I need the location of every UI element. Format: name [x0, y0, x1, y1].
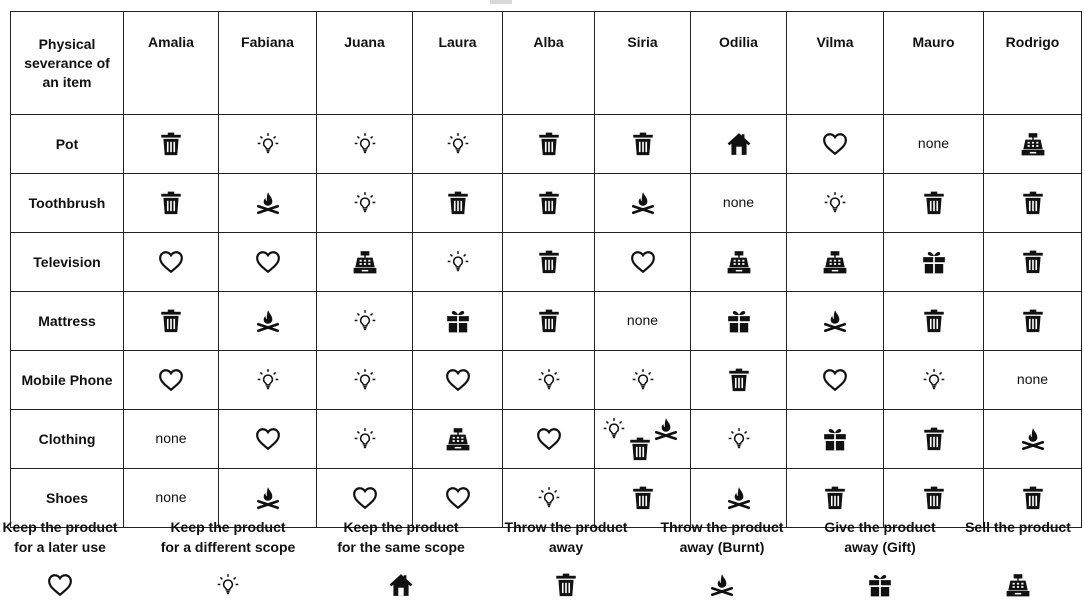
- bulb-icon: [822, 190, 848, 216]
- trash-icon: [822, 485, 848, 511]
- bulb-icon: [255, 131, 281, 157]
- bulb-icon: [352, 426, 378, 452]
- gift-icon: [867, 572, 893, 598]
- heart-icon: [630, 249, 656, 275]
- table-cell: [984, 410, 1082, 469]
- table-cell: [219, 292, 317, 351]
- table-cell: [691, 233, 787, 292]
- cell-content: [884, 292, 983, 350]
- heart-icon: [352, 485, 378, 511]
- table-cell: [124, 174, 219, 233]
- cell-content: [124, 115, 218, 173]
- table-cell: [884, 292, 984, 351]
- legend-item: [0, 517, 140, 557]
- column-header-alba: [503, 12, 595, 115]
- cell-content: [595, 115, 690, 173]
- trash-icon: [158, 190, 184, 216]
- cell-content: [787, 115, 883, 173]
- trash-icon: [921, 308, 947, 334]
- row-header: [11, 115, 124, 174]
- cell-content: [787, 233, 883, 291]
- register-icon: [1005, 572, 1031, 598]
- row-header: [11, 410, 124, 469]
- corner-header: [11, 12, 124, 115]
- gift-icon: [726, 308, 752, 334]
- corner-header-text: Physical severance of an item: [24, 35, 110, 90]
- header-row: [11, 12, 1082, 115]
- cell-content: [317, 233, 412, 291]
- cell-content: [884, 351, 983, 409]
- table-cell: [413, 174, 503, 233]
- trash-icon: [1020, 249, 1046, 275]
- cell-content: [787, 351, 883, 409]
- table-cell: [124, 292, 219, 351]
- legend-item: [148, 517, 308, 557]
- fire-icon: [255, 308, 281, 334]
- table-cell: [317, 174, 413, 233]
- row-header-label: Toothbrush: [28, 195, 106, 211]
- legend-label: Throw the product away (Burnt): [660, 519, 784, 555]
- table-cell: [317, 115, 413, 174]
- table-cell: [219, 115, 317, 174]
- cell-content: [984, 174, 1081, 232]
- table-cell: [503, 174, 595, 233]
- cell-content: [984, 410, 1081, 468]
- table-cell: [595, 233, 691, 292]
- table-cell: [317, 410, 413, 469]
- table-cell: [219, 351, 317, 410]
- column-header-label: Vilma: [816, 34, 854, 50]
- table-cell: [787, 174, 884, 233]
- cell-content: [691, 233, 786, 291]
- table-cell: [691, 410, 787, 469]
- cell-content: [219, 410, 316, 468]
- none-label: none: [155, 489, 187, 505]
- trash-icon: [553, 572, 579, 598]
- table-cell: [691, 351, 787, 410]
- cell-content: [984, 292, 1081, 350]
- row-header-label: Television: [33, 254, 101, 270]
- heart-icon: [158, 367, 184, 393]
- trash-icon: [627, 436, 653, 462]
- cell-content: [219, 174, 316, 232]
- table-cell: [219, 410, 317, 469]
- trash-icon: [630, 131, 656, 157]
- none-label: none: [1016, 371, 1049, 387]
- cell-content: [413, 292, 502, 350]
- heart-icon: [255, 426, 281, 452]
- legend-label: Sell the product: [965, 519, 1071, 535]
- column-header-label: Rodrigo: [1005, 34, 1060, 50]
- table-cell: [984, 115, 1082, 174]
- table-row: [11, 351, 1082, 410]
- legend-item: [321, 517, 481, 557]
- cell-content: [691, 351, 786, 409]
- table-cell: [124, 115, 219, 174]
- trash-icon: [158, 131, 184, 157]
- cell-content: [317, 410, 412, 468]
- row-header: [11, 351, 124, 410]
- table-cell: [884, 115, 984, 174]
- table-row: [11, 115, 1082, 174]
- cell-content: [503, 410, 594, 468]
- legend-item: [938, 517, 1084, 537]
- heart-icon: [445, 367, 471, 393]
- heart-icon: [158, 249, 184, 275]
- cell-content: [219, 115, 316, 173]
- column-header-label: Alba: [533, 34, 564, 50]
- table-cell: [787, 115, 884, 174]
- fire-icon: [255, 190, 281, 216]
- column-header-amalia: [124, 12, 219, 115]
- cell-content: [124, 351, 218, 409]
- column-header-label: Juana: [344, 34, 385, 50]
- trash-icon: [726, 367, 752, 393]
- cell-content: [317, 292, 412, 350]
- table-cell: [595, 174, 691, 233]
- trash-icon: [536, 190, 562, 216]
- legend: [0, 517, 1084, 603]
- register-icon: [445, 426, 471, 452]
- cell-content: [984, 233, 1081, 291]
- cell-content: [787, 292, 883, 350]
- trash-icon: [1020, 308, 1046, 334]
- cell-content: [595, 174, 690, 232]
- house-icon: [726, 131, 752, 157]
- table-cell: [984, 174, 1082, 233]
- table-row: [11, 410, 1082, 469]
- register-icon: [352, 249, 378, 275]
- cell-content: [124, 292, 218, 350]
- bulb-icon: [536, 367, 562, 393]
- column-header-juana: [317, 12, 413, 115]
- legend-item: [642, 517, 802, 557]
- bulb-icon: [255, 367, 281, 393]
- cell-content: [595, 410, 690, 468]
- legend-item: [800, 517, 960, 557]
- bulb-icon: [445, 131, 471, 157]
- cell-content: [787, 174, 883, 232]
- gift-icon: [445, 308, 471, 334]
- column-header-odilia: [691, 12, 787, 115]
- heart-icon: [536, 426, 562, 452]
- row-header: [11, 174, 124, 233]
- table-cell: [124, 233, 219, 292]
- table-cell: [413, 115, 503, 174]
- none-label: none: [626, 312, 659, 328]
- cell-content: [219, 351, 316, 409]
- trash-icon: [921, 190, 947, 216]
- cell-content: [317, 115, 412, 173]
- table-cell: [884, 174, 984, 233]
- table-cell: [413, 351, 503, 410]
- table-row: [11, 292, 1082, 351]
- row-header-label: Shoes: [45, 490, 88, 506]
- legend-label: Keep the product for the same scope: [337, 519, 465, 555]
- cell-content: [219, 233, 316, 291]
- table-cell: [317, 351, 413, 410]
- column-header-siria: [595, 12, 691, 115]
- cell-content: [413, 233, 502, 291]
- none-label: none: [722, 194, 755, 210]
- bulb-icon: [352, 131, 378, 157]
- bulb-icon: [630, 367, 656, 393]
- heart-icon: [255, 249, 281, 275]
- table-cell: [413, 292, 503, 351]
- cell-content: [595, 351, 690, 409]
- table-cell: [595, 410, 691, 469]
- register-icon: [822, 249, 848, 275]
- cell-content: [884, 410, 983, 468]
- table-cell: [413, 410, 503, 469]
- column-header-label: Amalia: [148, 34, 194, 50]
- table-cell: [595, 351, 691, 410]
- cell-content: [691, 115, 786, 173]
- legend-label: Keep the product for a later use: [2, 519, 118, 555]
- bulb-icon: [536, 485, 562, 511]
- cell-content: [984, 351, 1081, 409]
- table-row: [11, 233, 1082, 292]
- table-cell: [413, 233, 503, 292]
- table-cell: [595, 292, 691, 351]
- column-header-fabiana: [219, 12, 317, 115]
- cell-content: [884, 233, 983, 291]
- cell-content: [413, 174, 502, 232]
- register-icon: [726, 249, 752, 275]
- cell-content: [317, 351, 412, 409]
- table-cell: [787, 292, 884, 351]
- bulb-icon: [921, 367, 947, 393]
- trash-icon: [1020, 485, 1046, 511]
- column-header-mauro: [884, 12, 984, 115]
- bulb-icon: [445, 249, 471, 275]
- heart-icon: [822, 367, 848, 393]
- cell-content: [413, 351, 502, 409]
- cell-content: [691, 410, 786, 468]
- heart-icon: [822, 131, 848, 157]
- cell-content: [691, 174, 786, 232]
- legend-label: Give the product away (Gift): [824, 519, 936, 555]
- bulb-icon: [352, 367, 378, 393]
- cell-content: [503, 233, 594, 291]
- row-header: [11, 292, 124, 351]
- column-header-laura: [413, 12, 503, 115]
- trash-icon: [536, 308, 562, 334]
- cell-content: [595, 292, 690, 350]
- trash-icon: [921, 485, 947, 511]
- cell-content: [503, 174, 594, 232]
- trash-icon: [630, 485, 656, 511]
- column-header-rodrigo: [984, 12, 1082, 115]
- cell-content: [124, 233, 218, 291]
- cell-content: [413, 410, 502, 468]
- table-cell: [124, 410, 219, 469]
- table-cell: [787, 410, 884, 469]
- table-cell: [984, 292, 1082, 351]
- top-scroll-mark: [490, 0, 512, 4]
- none-label: none: [155, 430, 187, 446]
- table-cell: [691, 292, 787, 351]
- table-cell: [317, 233, 413, 292]
- none-label: none: [917, 135, 950, 151]
- table-cell: [787, 233, 884, 292]
- fire-icon: [653, 416, 679, 442]
- cell-content: [884, 174, 983, 232]
- cell-content: [503, 115, 594, 173]
- column-header-vilma: [787, 12, 884, 115]
- table-cell: [691, 174, 787, 233]
- column-header-label: Siria: [627, 34, 658, 50]
- heart-icon: [47, 572, 73, 598]
- cell-content: [691, 292, 786, 350]
- table-cell: [884, 410, 984, 469]
- trash-icon: [921, 426, 947, 452]
- row-header-label: Pot: [55, 136, 79, 152]
- table-cell: [503, 292, 595, 351]
- table-cell: [503, 115, 595, 174]
- bulb-icon: [726, 426, 752, 452]
- column-header-label: Mauro: [912, 34, 955, 50]
- fire-icon: [709, 572, 735, 598]
- table-cell: [984, 351, 1082, 410]
- cell-content: [884, 115, 983, 173]
- table-cell: [595, 115, 691, 174]
- table-cell: [503, 351, 595, 410]
- trash-icon: [158, 308, 184, 334]
- row-header-label: Mattress: [38, 313, 96, 329]
- column-header-label: Laura: [438, 34, 477, 50]
- bulb-icon: [601, 416, 627, 442]
- column-header-label: Odilia: [719, 34, 758, 50]
- cell-content: [124, 174, 218, 232]
- cell-content: [124, 410, 218, 468]
- row-header: [11, 233, 124, 292]
- heart-icon: [445, 485, 471, 511]
- fire-icon: [1020, 426, 1046, 452]
- trash-icon: [536, 131, 562, 157]
- fire-icon: [255, 485, 281, 511]
- cell-content: [503, 292, 594, 350]
- table-cell: [884, 351, 984, 410]
- row-header-label: Clothing: [38, 431, 96, 447]
- gift-icon: [921, 249, 947, 275]
- house-icon: [388, 572, 414, 598]
- fire-icon: [822, 308, 848, 334]
- severance-table: [10, 11, 1082, 528]
- table-cell: [219, 233, 317, 292]
- table-cell: [124, 351, 219, 410]
- cell-content: [595, 233, 690, 291]
- legend-label: Throw the product away: [504, 519, 628, 555]
- table-cell: [503, 233, 595, 292]
- cell-content: [219, 292, 316, 350]
- legend-item: [486, 517, 646, 557]
- cell-content: [787, 410, 883, 468]
- table-cell: [503, 410, 595, 469]
- fire-icon: [630, 190, 656, 216]
- cell-content: [984, 115, 1081, 173]
- table-cell: [317, 292, 413, 351]
- bulb-icon: [352, 308, 378, 334]
- cell-content: [317, 174, 412, 232]
- register-icon: [1020, 131, 1046, 157]
- cell-content: [413, 115, 502, 173]
- gift-icon: [822, 426, 848, 452]
- row-header-label: Mobile Phone: [21, 372, 113, 388]
- table-row: [11, 174, 1082, 233]
- trash-icon: [445, 190, 471, 216]
- bulb-icon: [352, 190, 378, 216]
- table-cell: [787, 351, 884, 410]
- trash-icon: [1020, 190, 1046, 216]
- cell-content: [503, 351, 594, 409]
- bulb-icon: [215, 572, 241, 598]
- column-header-label: Fabiana: [241, 34, 294, 50]
- fire-icon: [726, 485, 752, 511]
- table-cell: [691, 115, 787, 174]
- table-cell: [884, 233, 984, 292]
- table-cell: [219, 174, 317, 233]
- trash-icon: [536, 249, 562, 275]
- legend-label: Keep the product for a different scope: [160, 519, 296, 555]
- table-cell: [984, 233, 1082, 292]
